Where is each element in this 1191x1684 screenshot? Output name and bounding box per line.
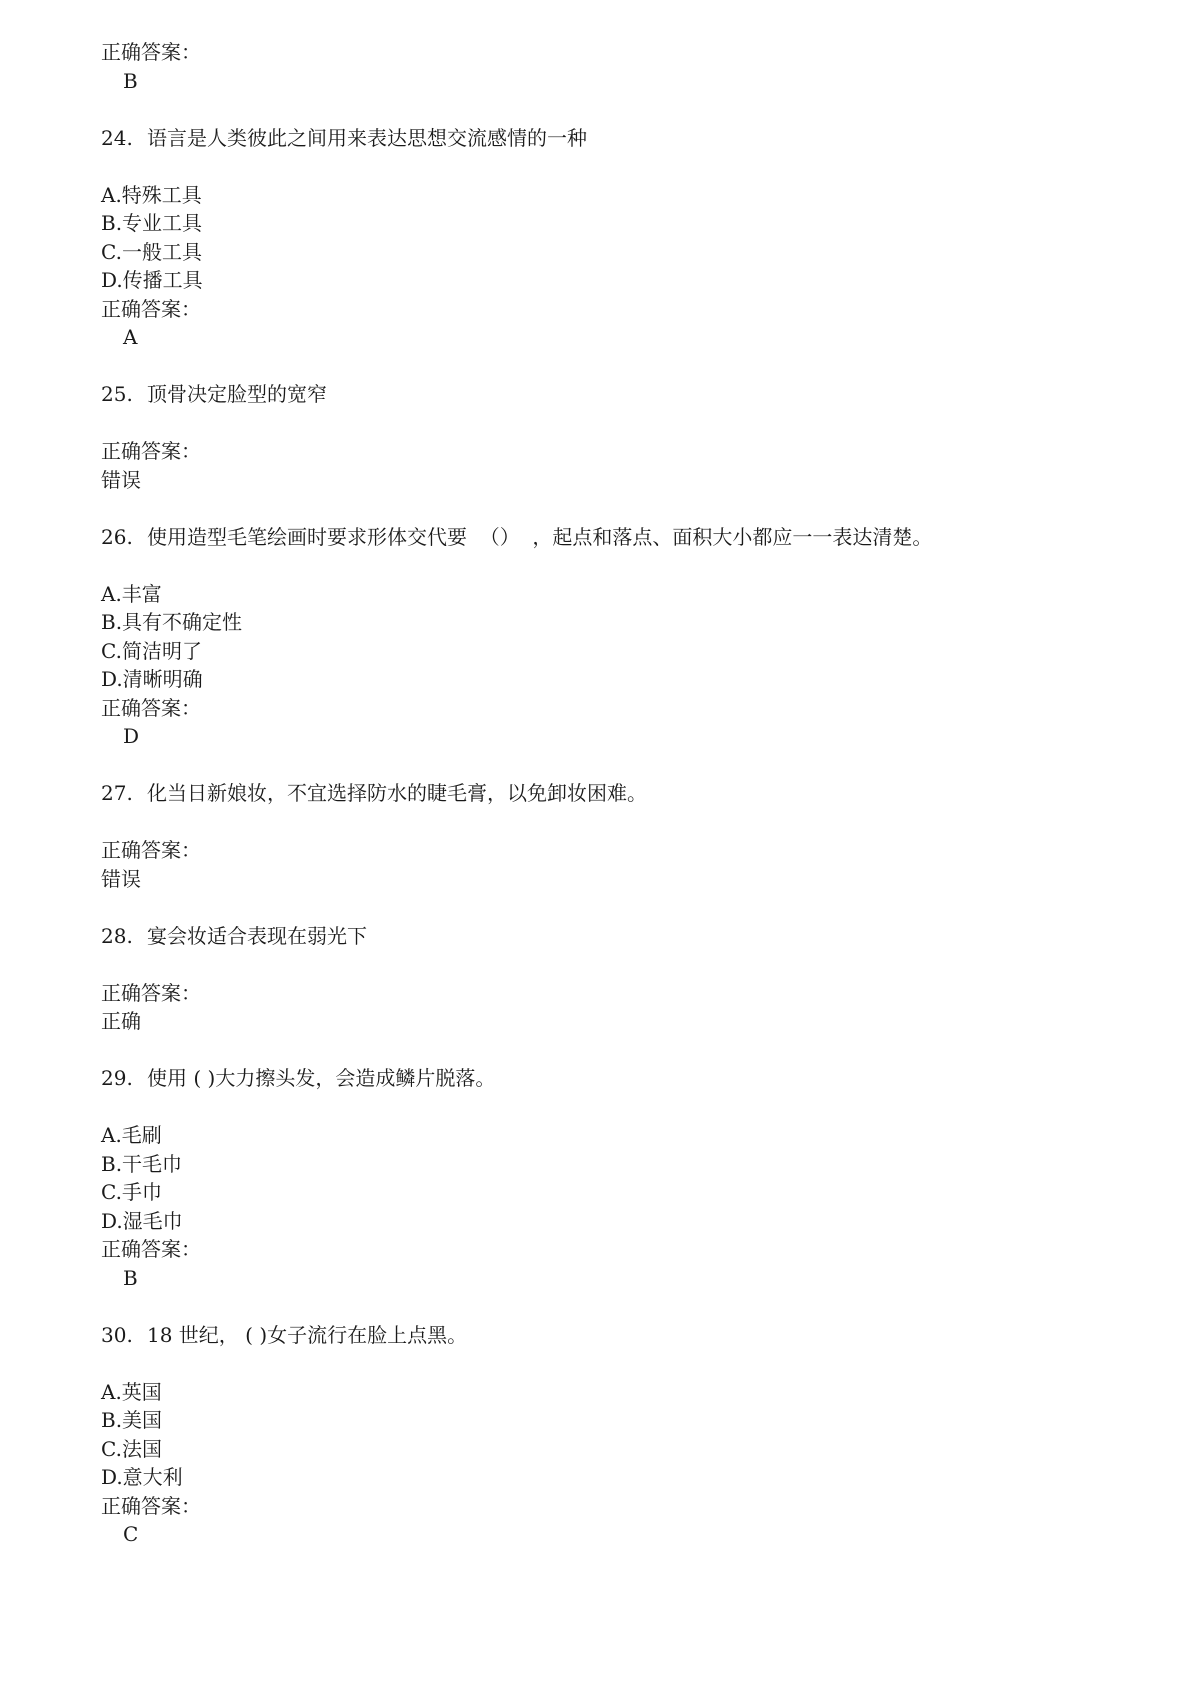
question-25 bbox=[101, 380, 1101, 494]
answer-value: B bbox=[123, 1265, 138, 1290]
question-number: 30. bbox=[101, 1322, 133, 1347]
question-30 bbox=[101, 1321, 1101, 1549]
answer-value: B bbox=[123, 68, 138, 93]
answer-value: 正确 bbox=[101, 1009, 141, 1033]
question-stem bbox=[101, 523, 1101, 552]
question-text: 化当日新娘妆，不宜选择防水的睫毛膏，以免卸妆困难。 bbox=[147, 781, 647, 805]
answer-value: C bbox=[123, 1522, 139, 1546]
question-text: 语言是人类彼此之间用来表达思想交流感情的一种 bbox=[147, 125, 587, 150]
question-text: 使用 ( )大力擦头发，会造成鳞片脱落。 bbox=[147, 1066, 496, 1090]
answer-label: 正确答案： bbox=[101, 980, 201, 1005]
answer-label: 正确答案： bbox=[101, 1493, 201, 1518]
option-c: C.一般工具 bbox=[101, 239, 202, 264]
question-stem bbox=[101, 779, 1101, 808]
option-a: A.丰富 bbox=[101, 581, 162, 606]
answer-label: 正确答案： bbox=[101, 296, 201, 321]
answer-value: D bbox=[123, 724, 140, 748]
question-stem bbox=[101, 124, 1101, 153]
question-23-answer-block bbox=[101, 38, 1101, 95]
answer-label: 正确答案： bbox=[101, 838, 201, 862]
question-28 bbox=[101, 922, 1101, 1036]
question-text: 18 世纪， ( )女子流行在脸上点黑。 bbox=[147, 1322, 468, 1347]
question-number: 24. bbox=[101, 125, 133, 150]
option-b: B.美国 bbox=[101, 1408, 163, 1432]
answer-value: A bbox=[123, 325, 138, 349]
option-c: C.简洁明了 bbox=[101, 638, 202, 663]
question-number: 25. bbox=[101, 382, 133, 406]
option-d: D.传播工具 bbox=[101, 268, 203, 292]
option-c: C.法国 bbox=[101, 1436, 162, 1461]
option-d: D.湿毛巾 bbox=[101, 1208, 183, 1233]
option-b: B.干毛巾 bbox=[101, 1151, 183, 1176]
question-24 bbox=[101, 124, 1101, 352]
question-stem bbox=[101, 1321, 1101, 1350]
question-stem bbox=[101, 1064, 1101, 1093]
question-text: 宴会妆适合表现在弱光下 bbox=[147, 923, 367, 948]
question-list bbox=[101, 38, 1101, 1549]
question-27 bbox=[101, 779, 1101, 893]
question-26 bbox=[101, 523, 1101, 751]
question-number: 29. bbox=[101, 1066, 133, 1090]
option-d: D.清晰明确 bbox=[101, 667, 203, 691]
answer-label: 正确答案： bbox=[101, 695, 201, 720]
option-b: B.具有不确定性 bbox=[101, 610, 243, 634]
option-a: A.特殊工具 bbox=[101, 182, 202, 207]
question-stem bbox=[101, 922, 1101, 951]
question-29 bbox=[101, 1064, 1101, 1292]
answer-label: 正确答案： bbox=[101, 439, 201, 463]
option-a: A.英国 bbox=[101, 1379, 162, 1404]
question-number: 27. bbox=[101, 781, 133, 805]
question-stem bbox=[101, 380, 1101, 409]
question-text: 使用造型毛笔绘画时要求形体交代要 （） ，起点和落点、面积大小都应一一表达清楚。 bbox=[147, 524, 933, 549]
question-number: 26. bbox=[101, 524, 133, 549]
answer-label: 正确答案： bbox=[101, 40, 201, 64]
option-d: D.意大利 bbox=[101, 1465, 183, 1489]
answer-value: 错误 bbox=[101, 467, 141, 492]
option-a: A.毛刷 bbox=[101, 1123, 162, 1147]
option-c: C.手巾 bbox=[101, 1180, 162, 1204]
question-text: 顶骨决定脸型的宽窄 bbox=[147, 382, 327, 406]
question-number: 28. bbox=[101, 923, 133, 948]
answer-label: 正确答案： bbox=[101, 1237, 201, 1261]
answer-value: 错误 bbox=[101, 866, 141, 891]
option-b: B.专业工具 bbox=[101, 211, 203, 235]
